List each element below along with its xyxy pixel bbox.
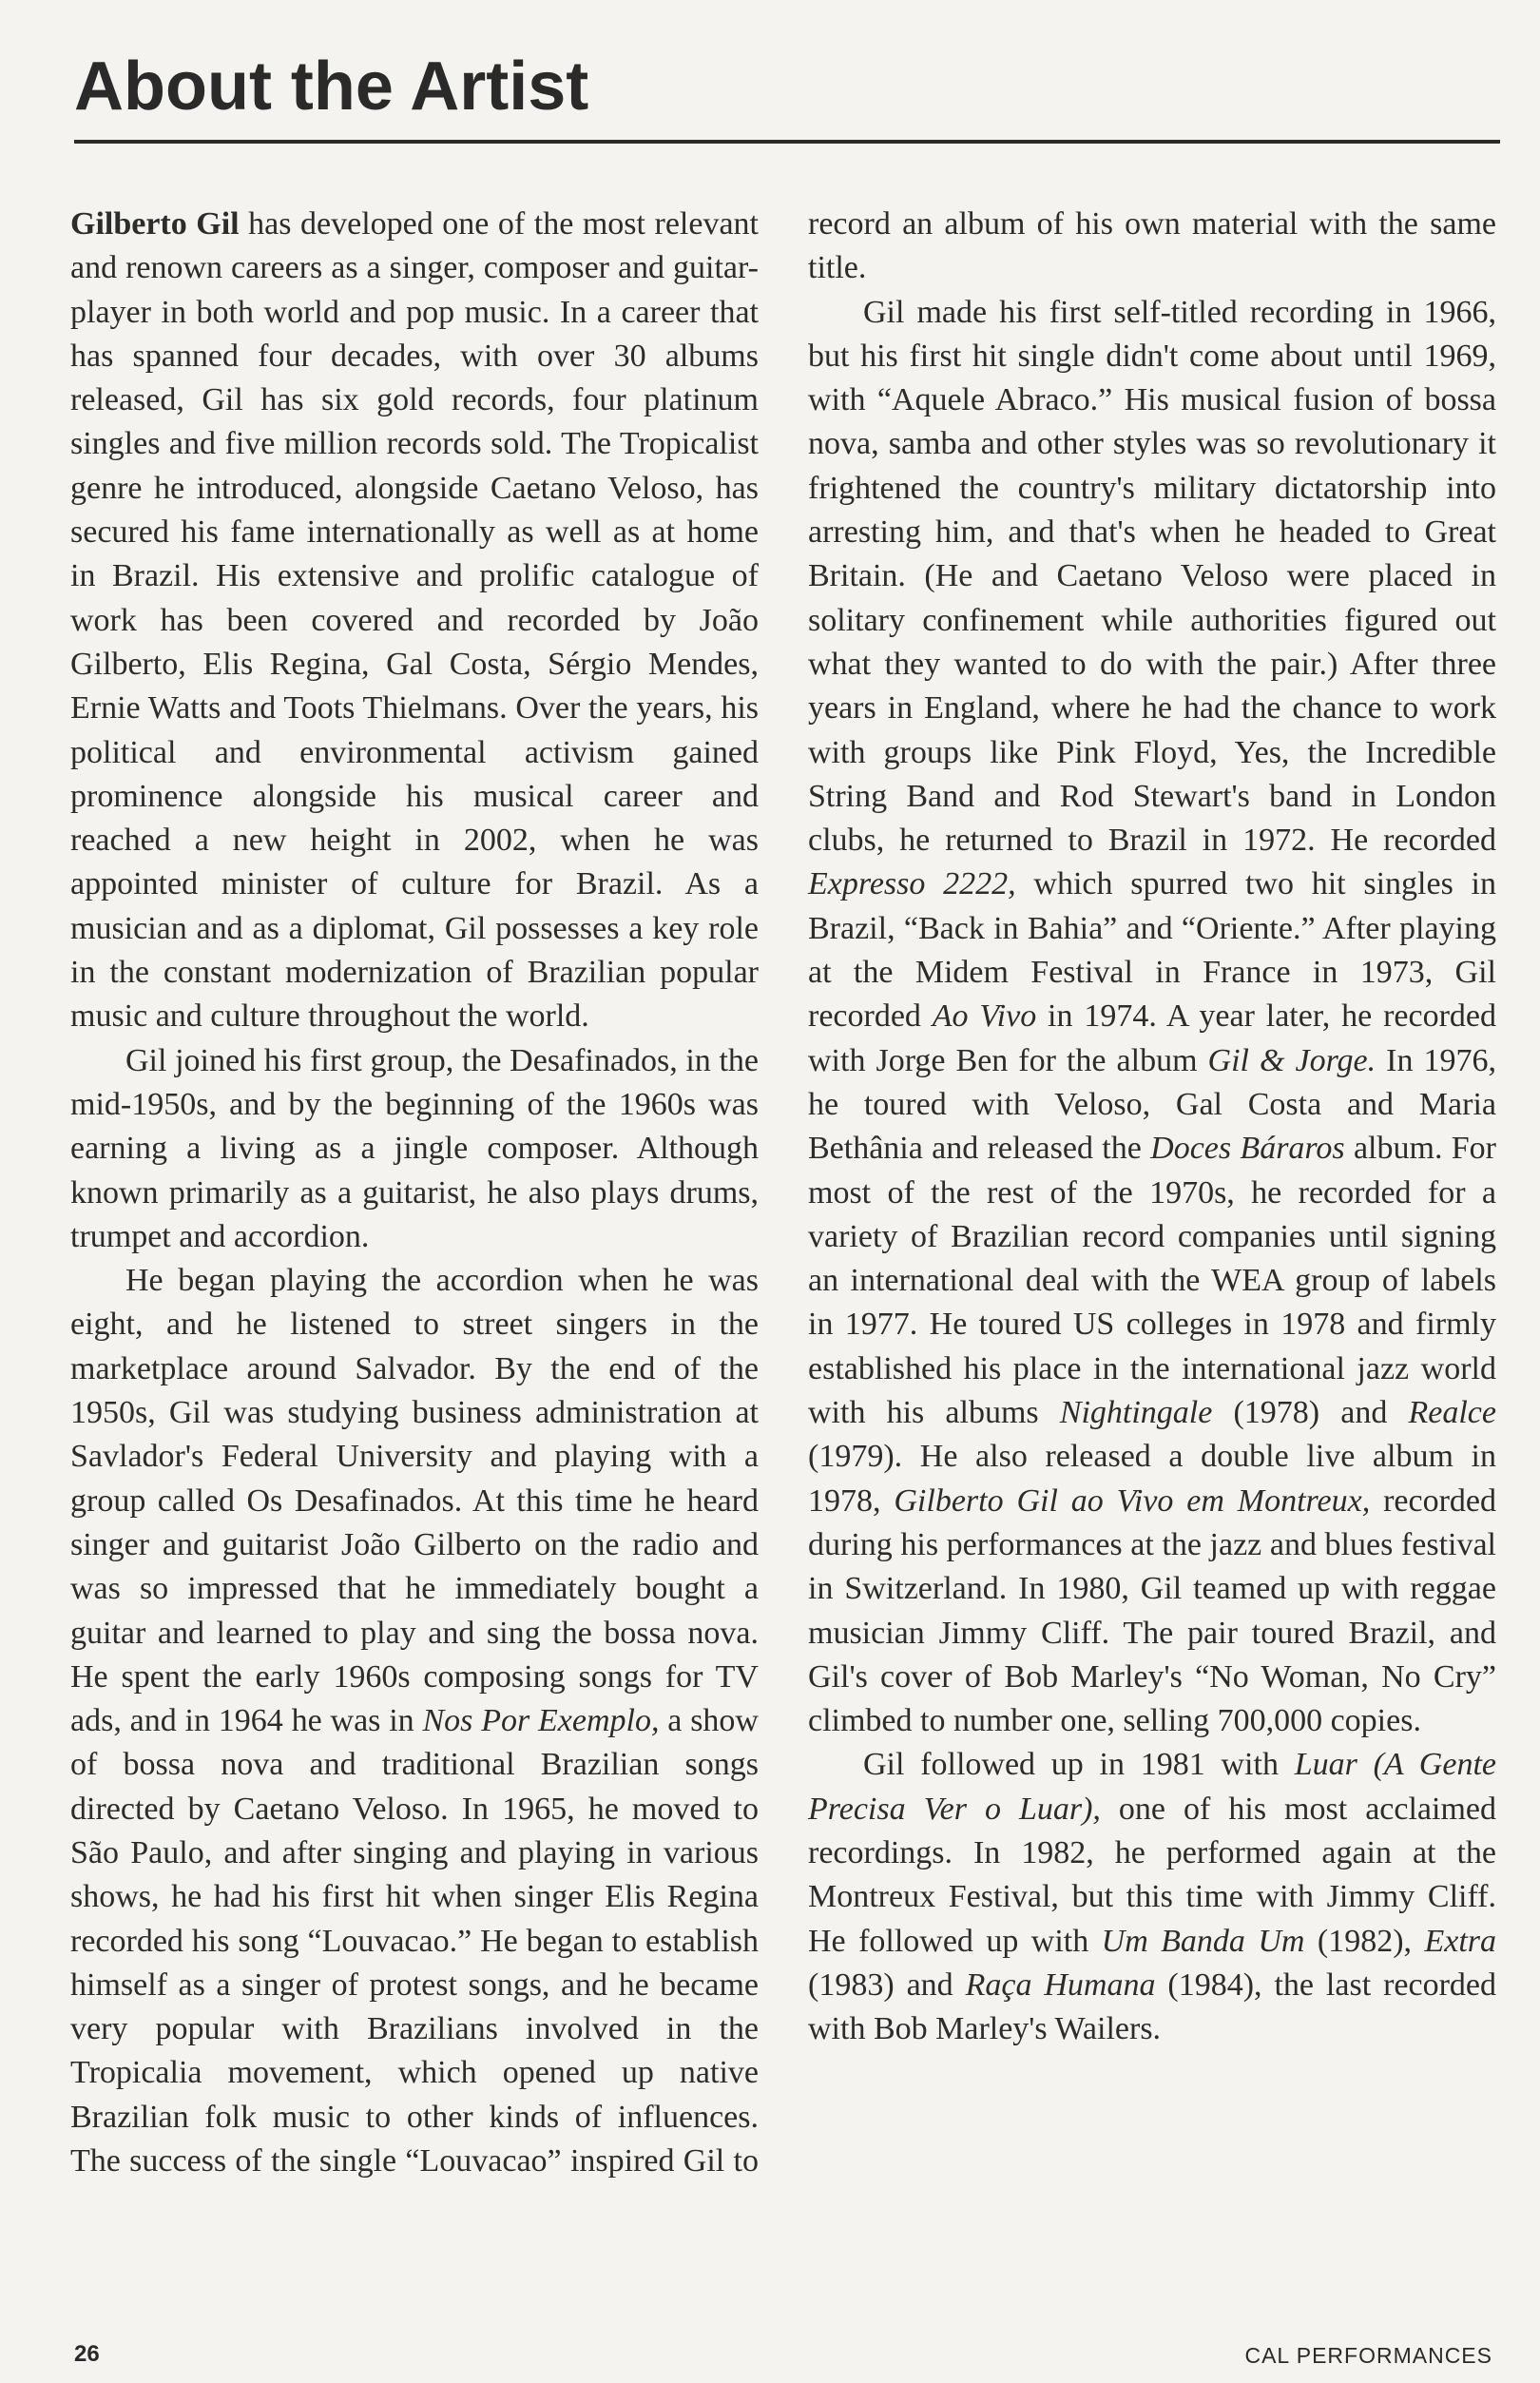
work-title: Ao Vivo: [932, 998, 1037, 1035]
work-title: Extra: [1424, 1923, 1496, 1959]
paragraph-text: which spurred two hit singles in Brazil, “Back in Bahia” and “Oriente.” After playing at the Midem Festival in France in 1973, Gil recorded: [808, 866, 1496, 1035]
paragraph-4: [808, 291, 1496, 1744]
work-title: Nightingale: [1059, 1395, 1213, 1431]
paragraph-text: a show of bossa nova and traditional Brazilian songs directed by Caetano Veloso. In 1965, he moved to São Paulo, and after singing and playing in various shows, he had his first hit when singer Elis Regina recorded his song “Louvacao.” He began to establish himself as a singer of protest songs, and he became very popular with Brazilians involved in the Tropicalia movement, which opened up native Brazilian folk music to other kinds of influences. The success of the single “Louvacao” inspired Gil to record an album of his own material with the same title.: [70, 206, 1496, 2180]
paragraph-text: He began playing the accordion when he was eight, and he listened to street singers in the marketplace around Salvador. By the end of the 1950s, Gil was studying business administration at Savlador's Federal University and playing with a group called Os Desafinados. At this time he heard singer and guitarist João Gilberto on the radio and was so impressed that he immediately bought a guitar and learned to play and sing the bossa nova. He spent the early 1960s composing songs for TV ads, and in 1964 he was in: [70, 1263, 759, 1739]
work-title: Realce: [1408, 1395, 1496, 1431]
paragraph-1: [70, 203, 759, 1039]
paragraph-text: (1983) and: [808, 1966, 966, 2003]
paragraph-text: Gil followed up in 1981 with: [863, 1747, 1295, 1783]
work-title: Doces Báraros: [1150, 1131, 1345, 1167]
paragraph-text: has developed one of the most relevant and renown careers as a singer, composer and guitar-player in both world and pop music. In a career that has spanned four decades, with over 30 albums released, Gil has six gold records, four platinum singles and five million records sold. The Tropicalist genre he introduced, alongside Caetano Veloso, has secured his fame internationally as well as at home in Brazil. His extensive and prolific catalogue of work has been covered and recorded by João Gilberto, Elis Regina, Gal Costa, Sérgio Mendes, Ernie Watts and Toots Thielmans. Over the years, his political and environmental activism gained prominence alongside his musical career and reached a new height in 2002, when he was appointed minister of culture for Brazil. As a musician and as a diplomat, Gil possesses a key role in the constant modernization of Brazilian popular music and culture throughout the world.: [70, 206, 760, 1035]
work-title: Nos Por Exemplo,: [422, 1703, 660, 1739]
article-body: [70, 203, 1496, 2257]
paragraph-text: recorded during his performances at the jazz and blues festival in Switzerland. In 1980, Gil teamed up with reggae musician Jimmy Cliff. The pair toured Brazil, and Gil's cover of Bob Marley's “No Woman, No Cry” climbed to number one, selling 700,000 copies.: [808, 1482, 1497, 1739]
work-title: Gil & Jorge.: [1207, 1042, 1376, 1078]
publication-name: CAL PERFORMANCES: [1244, 2343, 1492, 2368]
work-title: Gilberto Gil ao Vivo em Montreux,: [894, 1482, 1371, 1519]
paragraph-text: (1979). He also released a double live album in 1978,: [808, 1439, 1496, 1519]
title-underline: [74, 140, 1500, 144]
work-title: Raça Humana: [965, 1966, 1156, 2003]
paragraph-text: (1982),: [1304, 1923, 1425, 1959]
work-title: Luar (A Gente Precisa Ver o Luar),: [808, 1747, 1496, 1827]
page-number: 26: [74, 2341, 100, 2367]
paragraph-text: in 1974. A year later, he recorded with Jorge Ben for the album: [808, 998, 1497, 1078]
paragraph-text: album. For most of the rest of the 1970s, he recorded for a variety of Brazilian record companies until signing an international deal with the WEA group of labels in 1977. He toured US colleges in 1978 and firmly established his place in the international jazz world with his albums: [808, 1131, 1497, 1431]
paragraph-text: (1978) and: [1212, 1395, 1409, 1431]
work-title: Expresso 2222,: [808, 866, 1016, 902]
work-title: Um Banda Um: [1101, 1923, 1305, 1959]
artist-name: Gilberto Gil: [70, 206, 240, 242]
paragraph-text: (1984), the last recorded with Bob Marley's Wailers.: [808, 1966, 1496, 2047]
paragraph-text: Gil made his first self-titled recording in 1966, but his first hit single didn't come about until 1969, with “Aquele Abraco.” His musical fusion of bossa nova, samba and other styles was so revolutionary it frightened the country's military dictatorship into arresting him, and that's when he headed to Great Britain. (He and Caetano Veloso were placed in solitary confinement while authorities figured out what they wanted to do with the pair.) After three years in England, where he had the chance to work with groups like Pink Floyd, Yes, the Incredible String Band and Rod Stewart's band in London clubs, he returned to Brazil in 1972. He recorded: [808, 294, 1496, 859]
paragraph-2: Gil joined his first group, the Desafinados, in the mid-1950s, and by the beginning of the 1960s was earning a living as a jingle composer. Although known primarily as a guitarist, he also plays drums, trumpet and accordion.: [70, 1042, 759, 1254]
page-title: About the Artist: [74, 48, 589, 125]
paragraph-5: [808, 1743, 1496, 2051]
paragraph-text: In 1976, he toured with Veloso, Gal Costa and Maria Bethânia and released the: [808, 1042, 1497, 1167]
paragraph-text: one of his most acclaimed recordings. In 1982, he performed again at the Montreux Festival, but this time with Jimmy Cliff. He followed up with: [808, 1791, 1496, 1959]
